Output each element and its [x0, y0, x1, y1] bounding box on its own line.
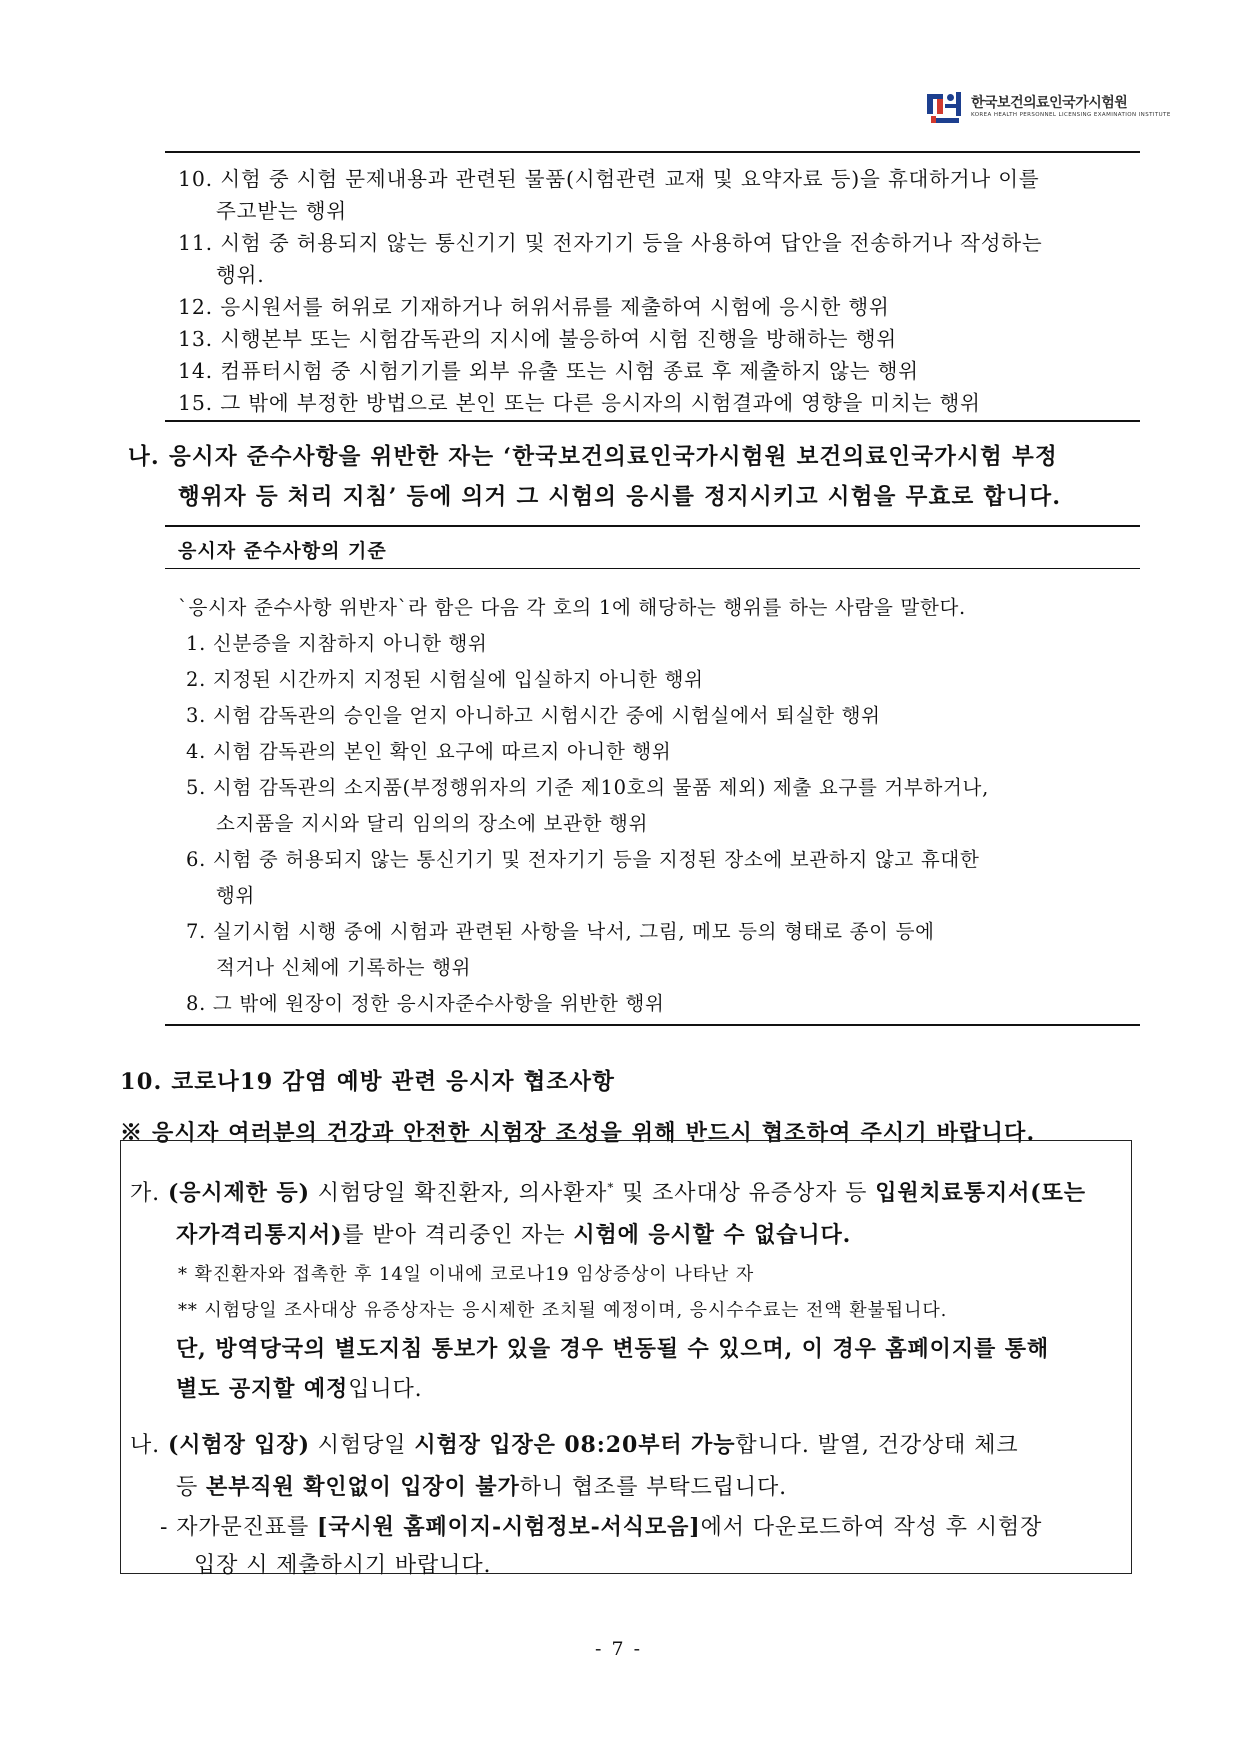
standards-title-divider [165, 568, 1140, 569]
restriction-paragraph-line2: 자가격리통지서)를 받아 격리중인 자는 시험에 응시할 수 없습니다. [176, 1222, 852, 1248]
list-item-continuation: 행위 [216, 884, 256, 907]
list-item: 15. 그 밖에 부정한 방법으로 본인 또는 다른 응시자의 시험결과에 영향을 미치는 행위 [178, 391, 981, 415]
list-item: 5. 시험 감독관의 소지품(부정행위자의 기준 제10호의 물품 제외) 제출 요구를 거부하거나, [186, 776, 989, 799]
section-title: 10. 코로나19 감염 예방 관련 응시자 협조사항 [120, 1069, 615, 1095]
list-item: 10. 시험 중 시험 문제내용과 관련된 물품(시험관련 교재 및 요약자료 등)을 휴대하거나 이를 [178, 167, 1040, 191]
list-item: 3. 시험 감독관의 승인을 얻지 아니하고 시험시간 중에 시험실에서 퇴실한 행위 [186, 704, 881, 727]
standards-title: 응시자 준수사항의 기준 [178, 540, 387, 562]
list-item-continuation: 주고받는 행위 [216, 199, 347, 223]
restriction-footnote-1: * 확진환자와 접촉한 후 14일 이내에 코로나19 임상증상이 나타난 자 [178, 1264, 755, 1285]
entry-paragraph-line1: 나. (시험장 입장) 시험당일 시험장 입장은 08:20부터 가능합니다. 발열, 건강상태 체크 [130, 1432, 1019, 1458]
invalidation-statement-line1: 나. 응시자 준수사항을 위반한 자는 ‘한국보건의료인국가시험원 보건의료인국가시험 부정 [128, 444, 1058, 470]
org-name-english: KOREA HEALTH PERSONNEL LICENSING EXAMINATION INSTITUTE [971, 112, 1171, 118]
list-item-continuation: 소지품을 지시와 달리 임의의 장소에 보관한 행위 [216, 812, 649, 835]
invalidation-statement-line2: 행위자 등 처리 지침’ 등에 의거 그 시험의 응시를 정지시키고 시험을 무효로 합니다. [178, 484, 1062, 510]
list-bottom-divider [165, 420, 1140, 422]
list-item: 12. 응시원서를 허위로 기재하거나 허위서류를 제출하여 시험에 응시한 행위 [178, 295, 890, 319]
top-divider [165, 151, 1140, 153]
self-questionnaire-line2: 입장 시 제출하시기 바랍니다. [194, 1553, 492, 1578]
entry-paragraph-line2: 등 본부직원 확인없이 입장이 불가하니 협조를 부탁드립니다. [176, 1474, 788, 1500]
standards-top-divider [165, 525, 1140, 527]
list-item: 7. 실기시험 시행 중에 시험과 관련된 사항을 낙서, 그림, 메모 등의 형태로 종이 등에 [186, 920, 935, 943]
restriction-footnote-2: ** 시험당일 조사대상 유증상자는 응시제한 조치될 예정이며, 응시수수료는 전액 환불됩니다. [178, 1300, 948, 1321]
kuksiwon-logo-icon [925, 88, 965, 128]
standards-intro: `응시자 준수사항 위반자`라 함은 다음 각 호의 1에 해당하는 행위를 하는 사람을 말한다. [178, 596, 966, 619]
restriction-exception-line1: 단, 방역당국의 별도지침 통보가 있을 경우 변동될 수 있으며, 이 경우 홈페이지를 통해 [176, 1336, 1049, 1362]
page-number: - 7 - [595, 1638, 643, 1660]
list-item: 1. 신분증을 지참하지 아니한 행위 [186, 632, 488, 655]
list-item: 6. 시험 중 허용되지 않는 통신기기 및 전자기기 등을 지정된 장소에 보관하지 않고 휴대한 [186, 848, 980, 871]
restriction-paragraph-line1: 가. (응시제한 등) 시험당일 확진환자, 의사환자* 및 조사대상 유증상자 등 입원치료통지서(또는 [130, 1180, 1086, 1206]
org-name: 한국보건의료인국가시험원 [971, 95, 1128, 111]
org-logo [925, 88, 1171, 128]
list-item-continuation: 행위. [216, 263, 265, 287]
list-item: 4. 시험 감독관의 본인 확인 요구에 따르지 아니한 행위 [186, 740, 672, 763]
list-item-continuation: 적거나 신체에 기록하는 행위 [216, 956, 472, 979]
standards-bottom-divider [165, 1024, 1140, 1026]
list-item: 14. 컴퓨터시험 중 시험기기를 외부 유출 또는 시험 종료 후 제출하지 않는 행위 [178, 359, 919, 383]
list-item: 11. 시험 중 허용되지 않는 통신기기 및 전자기기 등을 사용하여 답안을 전송하거나 작성하는 [178, 231, 1043, 255]
self-questionnaire-line1: - 자가문진표를 [국시원 홈페이지-시험정보-서식모음]에서 다운로드하여 작성 후 시험장 [160, 1514, 1043, 1540]
cooperation-notice: ※ 응시자 여러분의 건강과 안전한 시험장 조성을 위해 반드시 협조하여 주시기 바랍니다. [120, 1120, 1036, 1146]
list-item: 13. 시행본부 또는 시험감독관의 지시에 불응하여 시험 진행을 방해하는 행위 [178, 327, 897, 351]
list-item: 2. 지정된 시간까지 지정된 시험실에 입실하지 아니한 행위 [186, 668, 704, 691]
restriction-exception-line2: 별도 공지할 예정입니다. [176, 1376, 423, 1402]
list-item: 8. 그 밖에 원장이 정한 응시자준수사항을 위반한 행위 [186, 992, 665, 1015]
